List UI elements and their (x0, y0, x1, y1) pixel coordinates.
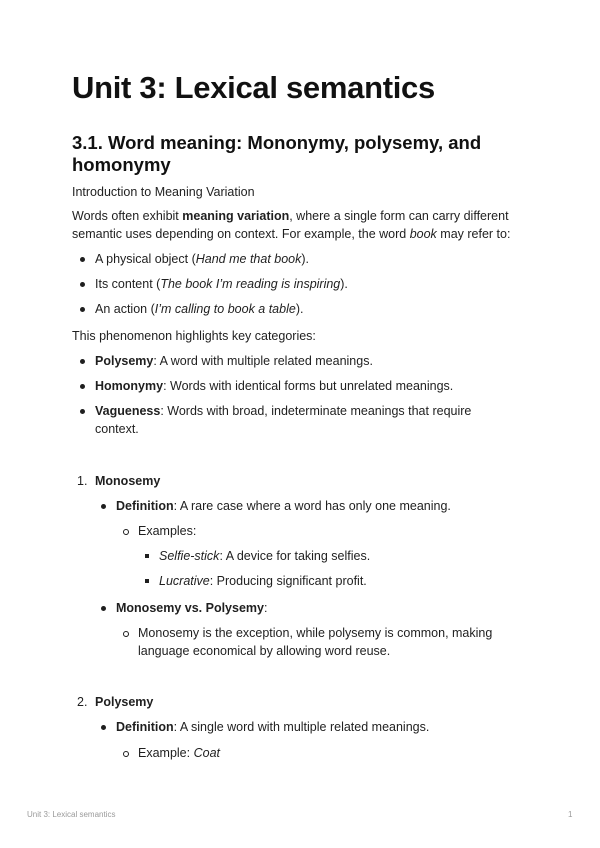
list-item: Lucrative: Producing significant profit. (159, 574, 367, 588)
list-item: Polysemy: A word with multiple related meanings. (95, 354, 373, 368)
list-item: Definition: A single word with multiple related meanings. (116, 720, 430, 734)
list-item: A physical object (Hand me that book). (95, 252, 310, 266)
page-title: Unit 3: Lexical semantics (72, 70, 435, 105)
section-heading: 3.1. Word meaning: Mononymy, polysemy, and homonymy (72, 132, 482, 175)
list-item: Monosemy is the exception, while polysemy is common, making language economical by allowing word reuse. (138, 624, 518, 660)
intro-heading: Introduction to Meaning Variation (72, 185, 255, 199)
list-item: Its content (The book I’m reading is inspiring). (95, 277, 348, 291)
list-item: Monosemy vs. Polysemy: (116, 601, 268, 615)
numbered-item-polysemy: 2. Polysemy (77, 695, 154, 709)
list-item: Examples: (138, 524, 197, 538)
list-item: Homonymy: Words with identical forms but unrelated meanings. (95, 379, 454, 393)
page-number: 1 (568, 810, 573, 819)
list-item: Vagueness: Words with broad, indeterminate meanings that require context. (95, 402, 495, 438)
list-item: Definition: A rare case where a word has only one meaning. (116, 499, 451, 513)
paragraph-categories-intro: This phenomenon highlights key categories: (72, 329, 316, 343)
list-item: Selfie-stick: A device for taking selfies. (159, 549, 371, 563)
list-item: Example: Coat (138, 746, 220, 760)
paragraph-meaning-variation: Words often exhibit meaning variation, where a single form can carry different semantic uses depending on context. For example, the word book may refer to: (72, 209, 511, 241)
list-number: 2. (77, 695, 88, 709)
numbered-item-monosemy: 1. Monosemy (77, 474, 161, 488)
list-number: 1. (77, 474, 88, 488)
footer-title: Unit 3: Lexical semantics (27, 810, 116, 819)
list-item: An action (I’m calling to book a table). (95, 302, 304, 316)
